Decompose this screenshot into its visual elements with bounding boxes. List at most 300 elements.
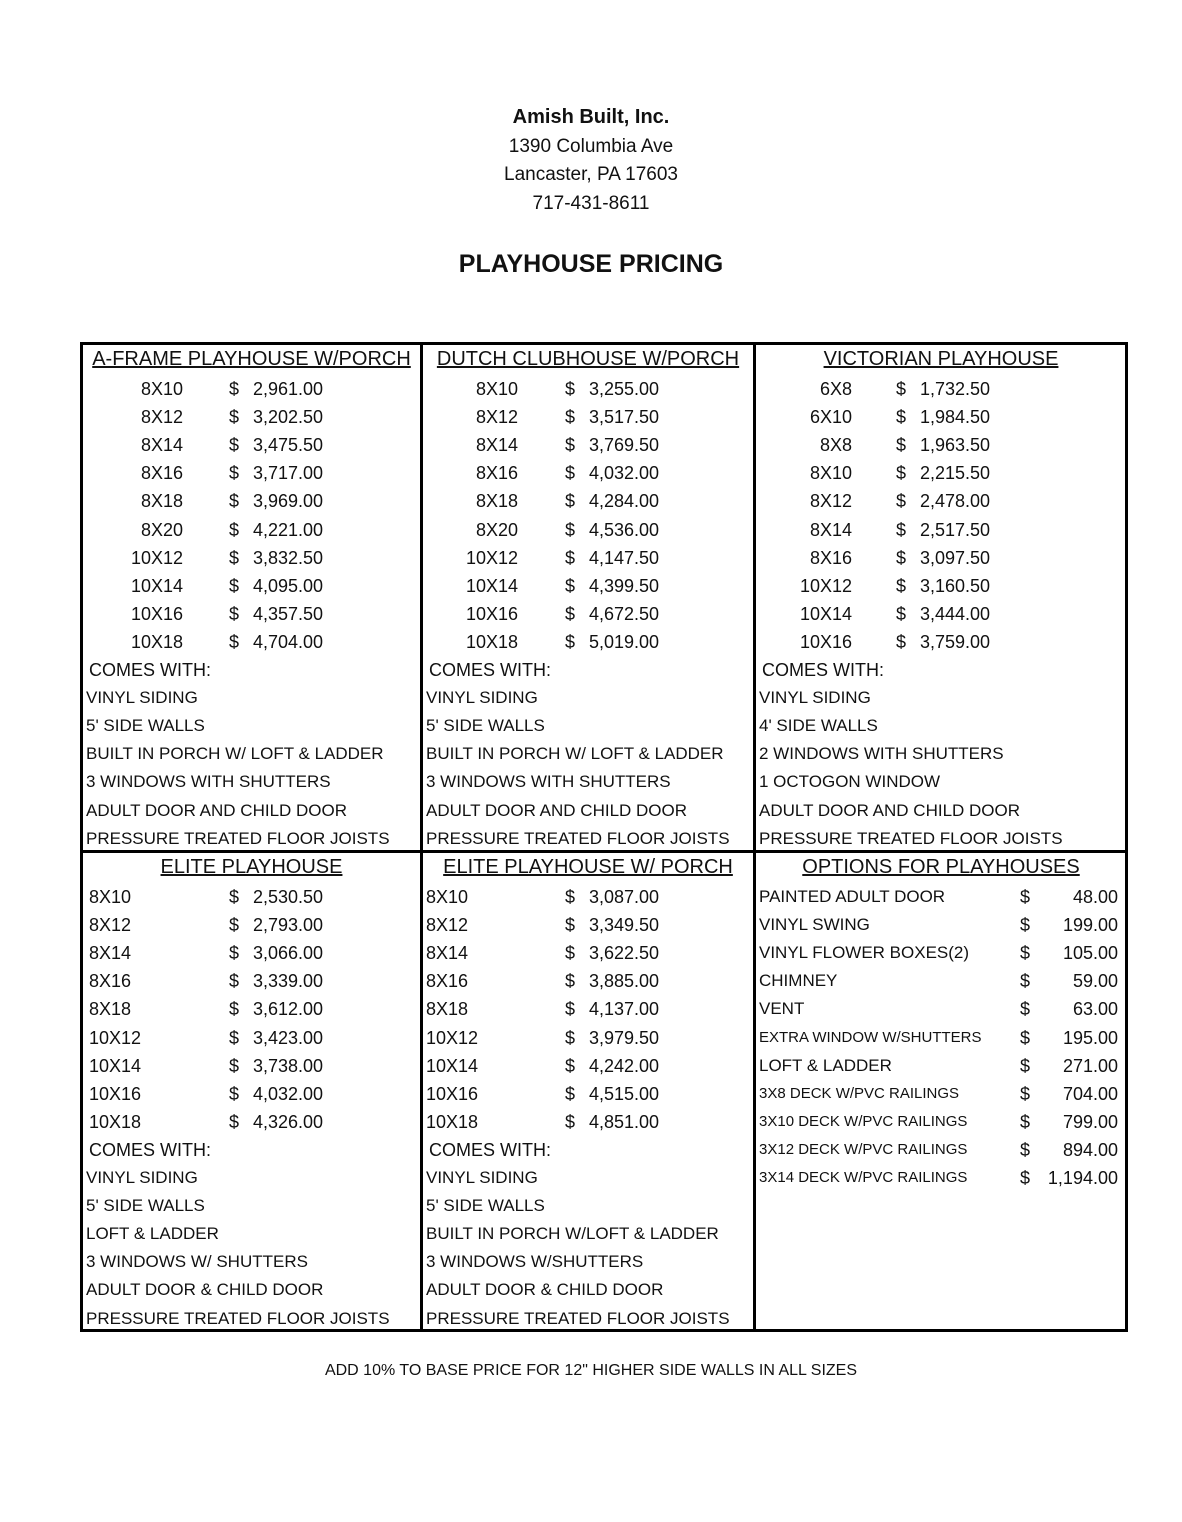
currency-symbol: $ — [229, 887, 240, 907]
price-value: 4,032.00 — [253, 1083, 324, 1104]
option-price: 199.00 — [1062, 915, 1118, 936]
feature-item: BUILT IN PORCH W/ LOFT & LADDER — [426, 744, 724, 764]
price-row — [83, 911, 420, 939]
feature-item: PRESSURE TREATED FLOOR JOISTS — [86, 828, 390, 848]
size-label: 10X14 — [426, 1055, 479, 1076]
panel-title: ELITE PLAYHOUSE — [160, 856, 343, 878]
currency-symbol: $ — [1020, 971, 1031, 992]
comes-with-label: COMES WITH: — [762, 660, 884, 680]
feature-item: 5' SIDE WALLS — [426, 716, 545, 736]
size-label: 8X12 — [426, 915, 469, 936]
price-value: 3,066.00 — [253, 943, 324, 964]
feature-item: BUILT IN PORCH W/LOFT & LADDER — [426, 1224, 719, 1244]
price-row — [83, 375, 420, 403]
price-row — [83, 572, 420, 600]
size-label: 8X14 — [809, 519, 852, 540]
currency-symbol: $ — [565, 547, 576, 568]
price-row — [756, 403, 1126, 431]
price-value: 3,339.00 — [253, 971, 324, 992]
feature-item: VINYL SIDING — [426, 688, 538, 708]
feature-row — [423, 1305, 753, 1333]
feature-item: VINYL SIDING — [86, 688, 198, 708]
phone-number: 717-431-8611 — [532, 193, 650, 214]
option-price: 63.00 — [1072, 999, 1118, 1020]
price-value: 4,221.00 — [253, 519, 324, 540]
size-label: 8X10 — [426, 887, 469, 907]
option-name: VINYL SWING — [759, 915, 870, 935]
option-name: 3X10 DECK W/PVC RAILINGS — [759, 1112, 968, 1130]
price-row — [423, 459, 753, 487]
price-row — [423, 1080, 753, 1108]
currency-symbol: $ — [1020, 943, 1031, 964]
feature-item: ADULT DOOR AND CHILD DOOR — [86, 800, 348, 820]
feature-row — [83, 1248, 420, 1276]
price-value: 3,769.50 — [589, 435, 660, 456]
feature-item: VINYL SIDING — [426, 1168, 538, 1187]
feature-item: VINYL SIDING — [86, 1168, 198, 1187]
price-row — [83, 1052, 420, 1080]
comes-with-label: COMES WITH: — [429, 1139, 551, 1160]
feature-row — [83, 1192, 420, 1220]
currency-symbol: $ — [229, 603, 240, 624]
feature-row — [423, 768, 753, 796]
price-value: 4,242.00 — [589, 1055, 660, 1076]
size-label: 8X16 — [140, 463, 183, 484]
size-label: 8X14 — [140, 435, 183, 456]
size-label: 8X18 — [475, 491, 518, 512]
option-row — [756, 939, 1126, 967]
size-label: 8X16 — [89, 971, 132, 992]
option-price: 59.00 — [1072, 971, 1118, 992]
feature-row — [83, 768, 420, 796]
feature-row — [423, 825, 753, 853]
currency-symbol: $ — [565, 915, 576, 936]
price-row — [423, 911, 753, 939]
feature-row — [423, 1164, 753, 1192]
currency-symbol: $ — [229, 379, 240, 399]
panel-victorian — [756, 345, 1126, 848]
price-value: 2,215.50 — [920, 463, 991, 484]
currency-symbol: $ — [1020, 1111, 1031, 1132]
price-row — [423, 883, 753, 911]
price-value: 3,349.50 — [589, 915, 660, 936]
price-value: 2,517.50 — [920, 519, 991, 540]
price-value: 2,530.50 — [253, 887, 324, 907]
feature-row — [423, 1220, 753, 1248]
option-row — [756, 1052, 1126, 1080]
option-price: 799.00 — [1062, 1111, 1118, 1132]
option-name: 3X12 DECK W/PVC RAILINGS — [759, 1140, 968, 1158]
option-row — [756, 1108, 1126, 1136]
price-value: 2,478.00 — [920, 491, 991, 512]
currency-symbol: $ — [1020, 1139, 1031, 1160]
price-value: 4,357.50 — [253, 603, 324, 624]
option-price: 195.00 — [1062, 1027, 1118, 1048]
price-value: 3,969.00 — [253, 491, 324, 512]
price-row — [83, 403, 420, 431]
size-label: 8X20 — [140, 519, 183, 540]
currency-symbol: $ — [896, 547, 907, 568]
price-row — [756, 487, 1126, 515]
feature-row — [423, 684, 753, 712]
feature-row — [423, 1248, 753, 1276]
price-row — [423, 939, 753, 967]
size-label: 10X12 — [130, 547, 183, 568]
pricing-table — [80, 342, 1128, 1332]
size-label: 10X14 — [130, 575, 183, 596]
currency-symbol: $ — [229, 519, 240, 540]
page-title: PLAYHOUSE PRICING — [458, 250, 724, 278]
price-value: 3,759.00 — [920, 631, 991, 652]
price-value: 4,137.00 — [589, 999, 660, 1020]
price-row — [83, 459, 420, 487]
option-name: VINYL FLOWER BOXES(2) — [759, 943, 970, 963]
feature-item: ADULT DOOR AND CHILD DOOR — [426, 800, 688, 820]
currency-symbol: $ — [1020, 887, 1031, 907]
option-price: 271.00 — [1062, 1055, 1118, 1076]
feature-row — [83, 712, 420, 740]
size-label: 10X18 — [130, 631, 183, 652]
size-label: 8X10 — [140, 379, 183, 399]
feature-item: ADULT DOOR AND CHILD DOOR — [759, 800, 1021, 820]
size-label: 6X10 — [809, 407, 852, 428]
price-value: 3,087.00 — [589, 887, 660, 907]
currency-symbol: $ — [565, 887, 576, 907]
option-price: 894.00 — [1062, 1139, 1118, 1160]
price-value: 4,851.00 — [589, 1111, 660, 1132]
price-value: 4,399.50 — [589, 575, 660, 596]
price-value: 4,672.50 — [589, 603, 660, 624]
option-row — [756, 967, 1126, 995]
price-row — [423, 403, 753, 431]
price-value: 3,738.00 — [253, 1055, 324, 1076]
price-row — [423, 600, 753, 628]
option-name: 3X14 DECK W/PVC RAILINGS — [759, 1169, 968, 1186]
currency-symbol: $ — [565, 943, 576, 964]
comes-with-row — [83, 656, 420, 684]
currency-symbol: $ — [896, 435, 907, 456]
currency-symbol: $ — [1020, 1168, 1031, 1188]
currency-symbol: $ — [229, 435, 240, 456]
price-row — [83, 1080, 420, 1108]
size-label: 10X16 — [130, 603, 183, 624]
price-value: 4,704.00 — [253, 631, 324, 652]
option-row — [756, 1164, 1126, 1192]
price-row — [756, 375, 1126, 403]
price-value: 1,732.50 — [920, 379, 991, 399]
size-label: 8X16 — [426, 971, 469, 992]
price-row — [756, 600, 1126, 628]
currency-symbol: $ — [229, 999, 240, 1020]
feature-item: 5' SIDE WALLS — [86, 1196, 205, 1216]
size-label: 8X18 — [426, 999, 469, 1020]
feature-item: LOFT & LADDER — [86, 1224, 219, 1244]
option-row — [756, 911, 1126, 939]
comes-with-label: COMES WITH: — [89, 1139, 211, 1160]
price-value: 4,284.00 — [589, 491, 660, 512]
price-row — [83, 600, 420, 628]
price-value: 3,097.50 — [920, 547, 991, 568]
price-value: 2,793.00 — [253, 915, 324, 936]
price-row — [83, 1024, 420, 1052]
feature-row — [756, 712, 1126, 740]
size-label: 8X8 — [819, 435, 852, 456]
feature-row — [756, 768, 1126, 796]
size-label: 10X16 — [426, 1083, 479, 1104]
panel-title: VICTORIAN PLAYHOUSE — [823, 348, 1059, 370]
price-row — [83, 883, 420, 911]
currency-symbol: $ — [565, 971, 576, 992]
currency-symbol: $ — [565, 407, 576, 428]
option-name: PAINTED ADULT DOOR — [759, 887, 946, 906]
feature-row — [756, 684, 1126, 712]
price-row — [423, 1024, 753, 1052]
size-label: 10X16 — [89, 1083, 142, 1104]
currency-symbol: $ — [896, 463, 907, 484]
price-row — [83, 431, 420, 459]
price-value: 4,515.00 — [589, 1083, 660, 1104]
currency-symbol: $ — [565, 631, 576, 652]
price-row — [423, 1108, 753, 1136]
price-value: 3,622.50 — [589, 943, 660, 964]
price-value: 3,612.00 — [253, 999, 324, 1020]
feature-row — [423, 712, 753, 740]
comes-with-row — [423, 1136, 753, 1164]
price-row — [423, 487, 753, 515]
price-row — [423, 967, 753, 995]
feature-row — [756, 797, 1126, 825]
feature-item: PRESSURE TREATED FLOOR JOISTS — [426, 828, 730, 848]
size-label: 8X16 — [809, 547, 852, 568]
price-row — [83, 628, 420, 656]
size-label: 6X8 — [819, 379, 852, 399]
price-row — [423, 375, 753, 403]
feature-item: VINYL SIDING — [759, 688, 871, 708]
address-street: 1390 Columbia Ave — [508, 136, 674, 157]
currency-symbol: $ — [565, 379, 576, 399]
price-row — [423, 1052, 753, 1080]
price-row — [83, 939, 420, 967]
price-value: 3,423.00 — [253, 1027, 324, 1048]
feature-row — [83, 1305, 420, 1333]
price-value: 3,885.00 — [589, 971, 660, 992]
size-label: 8X10 — [475, 379, 518, 399]
option-name: 3X8 DECK W/PVC RAILINGS — [759, 1084, 960, 1102]
currency-symbol: $ — [1020, 1083, 1031, 1104]
feature-row — [83, 1164, 420, 1192]
option-row — [756, 1136, 1126, 1164]
panel-aframe — [83, 345, 420, 848]
price-value: 4,147.50 — [589, 547, 660, 568]
feature-item: ADULT DOOR & CHILD DOOR — [86, 1280, 324, 1300]
size-label: 10X14 — [465, 575, 518, 596]
currency-symbol: $ — [896, 603, 907, 624]
currency-symbol: $ — [229, 1111, 240, 1132]
panel-title: DUTCH CLUBHOUSE W/PORCH — [436, 348, 740, 370]
size-label: 8X20 — [475, 519, 518, 540]
feature-row — [83, 797, 420, 825]
panel-elite — [83, 853, 420, 1333]
panel-options — [756, 853, 1126, 1333]
panel-title: A-FRAME PLAYHOUSE W/PORCH — [92, 348, 411, 370]
feature-item: 4' SIDE WALLS — [759, 716, 878, 736]
panel-title: ELITE PLAYHOUSE W/ PORCH — [443, 856, 733, 878]
feature-item: 5' SIDE WALLS — [86, 716, 205, 736]
currency-symbol: $ — [229, 943, 240, 964]
price-value: 1,984.50 — [920, 407, 991, 428]
price-value: 4,095.00 — [253, 575, 324, 596]
size-label: 10X14 — [799, 603, 852, 624]
currency-symbol: $ — [1020, 915, 1031, 936]
option-price: 704.00 — [1062, 1083, 1118, 1104]
feature-item: PRESSURE TREATED FLOOR JOISTS — [86, 1308, 390, 1328]
currency-symbol: $ — [229, 631, 240, 652]
currency-symbol: $ — [229, 915, 240, 936]
price-value: 1,963.50 — [920, 435, 991, 456]
option-row — [756, 995, 1126, 1023]
feature-item: 5' SIDE WALLS — [426, 1196, 545, 1216]
currency-symbol: $ — [1020, 999, 1031, 1020]
currency-symbol: $ — [229, 1055, 240, 1076]
currency-symbol: $ — [229, 971, 240, 992]
option-row — [756, 1024, 1126, 1052]
price-row — [423, 544, 753, 572]
feature-row — [756, 825, 1126, 853]
feature-row — [83, 1220, 420, 1248]
price-value: 2,961.00 — [253, 379, 324, 399]
feature-row — [83, 684, 420, 712]
size-label: 10X16 — [465, 603, 518, 624]
currency-symbol: $ — [229, 491, 240, 512]
comes-with-row — [423, 656, 753, 684]
size-label: 8X18 — [140, 491, 183, 512]
size-label: 10X18 — [465, 631, 518, 652]
price-value: 3,832.50 — [253, 547, 324, 568]
price-row — [756, 628, 1126, 656]
footer-note: ADD 10% TO BASE PRICE FOR 12" HIGHER SIDE WALLS IN ALL SIZES — [324, 1362, 858, 1379]
price-row — [83, 544, 420, 572]
feature-row — [83, 825, 420, 853]
price-row — [756, 544, 1126, 572]
price-row — [83, 995, 420, 1023]
size-label: 10X18 — [426, 1111, 479, 1132]
feature-item: PRESSURE TREATED FLOOR JOISTS — [759, 828, 1063, 848]
currency-symbol: $ — [229, 1083, 240, 1104]
currency-symbol: $ — [565, 463, 576, 484]
size-label: 10X12 — [799, 575, 852, 596]
currency-symbol: $ — [565, 1083, 576, 1104]
feature-item: ADULT DOOR & CHILD DOOR — [426, 1280, 664, 1300]
feature-row — [423, 1276, 753, 1304]
option-name: EXTRA WINDOW W/SHUTTERS — [759, 1028, 982, 1046]
currency-symbol: $ — [565, 1055, 576, 1076]
price-value: 4,536.00 — [589, 519, 660, 540]
price-row — [83, 1108, 420, 1136]
option-name: LOFT & LADDER — [759, 1055, 892, 1075]
currency-symbol: $ — [565, 1111, 576, 1132]
price-row — [83, 516, 420, 544]
feature-item: BUILT IN PORCH W/ LOFT & LADDER — [86, 744, 384, 764]
price-value: 3,160.50 — [920, 575, 991, 596]
size-label: 8X18 — [89, 999, 132, 1020]
price-value: 3,202.50 — [253, 407, 324, 428]
option-price: 1,194.00 — [1047, 1168, 1118, 1188]
option-price: 48.00 — [1072, 887, 1118, 907]
feature-item: PRESSURE TREATED FLOOR JOISTS — [426, 1308, 730, 1328]
option-name: CHIMNEY — [759, 971, 838, 991]
feature-item: 2 WINDOWS WITH SHUTTERS — [759, 744, 1004, 764]
price-value: 3,979.50 — [589, 1027, 660, 1048]
option-name: VENT — [759, 999, 805, 1019]
price-row — [756, 459, 1126, 487]
currency-symbol: $ — [896, 631, 907, 652]
currency-symbol: $ — [229, 407, 240, 428]
panel-title: OPTIONS FOR PLAYHOUSES — [802, 856, 1080, 878]
panel-elite-porch — [423, 853, 753, 1333]
size-label: 8X14 — [89, 943, 132, 964]
feature-row — [83, 740, 420, 768]
currency-symbol: $ — [896, 379, 907, 399]
size-label: 10X12 — [465, 547, 518, 568]
size-label: 8X14 — [426, 943, 469, 964]
price-value: 3,717.00 — [253, 463, 324, 484]
price-row — [756, 516, 1126, 544]
feature-item: 3 WINDOWS W/ SHUTTERS — [86, 1252, 308, 1272]
price-value: 3,444.00 — [920, 603, 991, 624]
currency-symbol: $ — [896, 519, 907, 540]
price-value: 4,326.00 — [253, 1111, 324, 1132]
size-label: 8X16 — [475, 463, 518, 484]
option-row — [756, 1080, 1126, 1108]
price-row — [83, 487, 420, 515]
currency-symbol: $ — [896, 491, 907, 512]
comes-with-label: COMES WITH: — [89, 660, 211, 680]
size-label: 8X14 — [475, 435, 518, 456]
comes-with-row — [756, 656, 1126, 684]
currency-symbol: $ — [565, 491, 576, 512]
currency-symbol: $ — [565, 519, 576, 540]
company-name: Amish Built, Inc. — [512, 106, 670, 128]
feature-row — [423, 1192, 753, 1220]
size-label: 8X12 — [475, 407, 518, 428]
size-label: 8X10 — [809, 463, 852, 484]
price-row — [83, 967, 420, 995]
address-city: Lancaster, PA 17603 — [504, 164, 678, 185]
price-value: 3,475.50 — [253, 435, 324, 456]
comes-with-row — [83, 1136, 420, 1164]
feature-item: 1 OCTOGON WINDOW — [759, 772, 941, 792]
size-label: 8X12 — [809, 491, 852, 512]
option-row — [756, 883, 1126, 911]
currency-symbol: $ — [565, 1027, 576, 1048]
feature-row — [756, 740, 1126, 768]
size-label: 8X12 — [89, 915, 132, 936]
currency-symbol: $ — [229, 575, 240, 596]
feature-row — [83, 1276, 420, 1304]
size-label: 10X12 — [89, 1027, 142, 1048]
currency-symbol: $ — [229, 1027, 240, 1048]
price-row — [756, 431, 1126, 459]
currency-symbol: $ — [565, 603, 576, 624]
price-value: 3,517.50 — [589, 407, 660, 428]
currency-symbol: $ — [229, 463, 240, 484]
feature-item: 3 WINDOWS W/SHUTTERS — [426, 1252, 644, 1272]
price-value: 3,255.00 — [589, 379, 660, 399]
size-label: 10X12 — [426, 1027, 479, 1048]
feature-row — [423, 740, 753, 768]
price-row — [423, 628, 753, 656]
size-label: 10X14 — [89, 1055, 142, 1076]
